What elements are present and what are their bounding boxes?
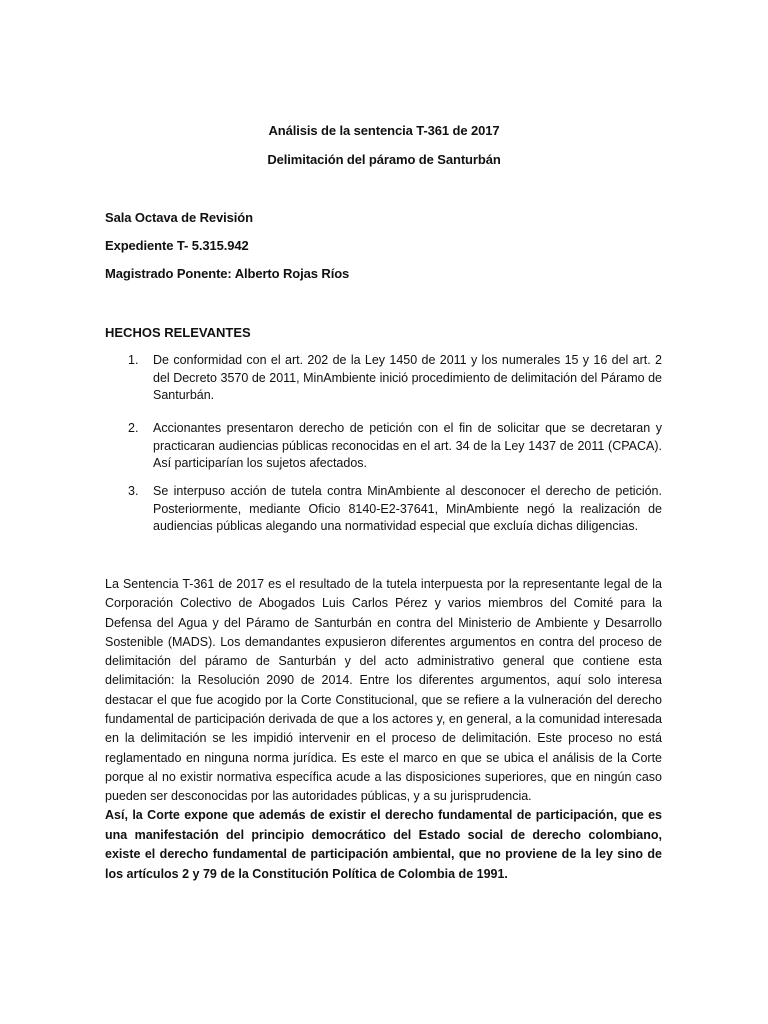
list-item-text: Accionantes presentaron derecho de petición con el fin de solicitar que se decretaran y practicaran audiencias públicas reconocidas en el art. 34 de la Ley 1437 de 2011 (CPACA). Así participarían los sujetos afectados.	[153, 421, 662, 470]
chamber-label: Sala Octava de Revisión	[105, 210, 253, 225]
list-item-text: Se interpuso acción de tutela contra MinAmbiente al desconocer el derecho de petición. Posteriormente, mediante Oficio 8140-E2-37641, MinAmbiente negó la realización de audiencias públicas alegando una normatividad especial que excluía dichas diligencias.	[153, 484, 662, 533]
list-item-number: 3.	[128, 484, 139, 498]
list-item-number: 2.	[128, 421, 139, 435]
bold-paragraph: Así, la Corte expone que además de existir el derecho fundamental de participación, que es una manifestación del principio democrático del Estado social de derecho colombiano, existe el derecho fundamental de participación ambiental, que no proviene de la ley sino de los artículos 2 y 79 de la Constitución Política de Colombia de 1991.	[105, 808, 662, 881]
section-heading: HECHOS RELEVANTES	[105, 325, 251, 340]
reporting-judge-label: Magistrado Ponente: Alberto Rojas Ríos	[105, 266, 350, 281]
document-title: Análisis de la sentencia T-361 de 2017	[268, 123, 500, 138]
body-paragraph: La Sentencia T-361 de 2017 es el resultado de la tutela interpuesta por la representante legal de la Corporación Colectivo de Abogados Luis Carlos Pérez y varios miembros del Comité para la Defensa del Agua y del Páramo de Santurbán en contra del Ministerio de Ambiente y Desarrollo Sostenible (MADS). Los demandantes expusieron diferentes argumentos en contra del proceso de delimitación del páramo de Santurbán y del acto administrativo general que contiene esta delimitación: la Resolución 2090 de 2014. Entre los diferentes argumentos, aquí solo interesa destacar el que fue acogido por la Corte Constitucional, que se refiere a la vulneración del derecho fundamental de participación derivada de que a los actores y, en general, a la comunidad interesada en la delimitación se les impidió intervenir en el proceso de delimitación. Este proceso no está reglamentado en ninguna norma jurídica. Es este el marco en que se ubica el análisis de la Corte porque al no existir normativa específica acude a las disposiciones superiores, que en ningún caso pueden ser desconocidas por las autoridades públicas, y a su jurisprudencia.	[105, 577, 662, 804]
list-item-text: De conformidad con el art. 202 de la Ley 1450 de 2011 y los numerales 15 y 16 del art. 2 del Decreto 3570 de 2011, MinAmbiente inició procedimiento de delimitación del Páramo de Santurbán.	[153, 353, 662, 402]
document-subtitle: Delimitación del páramo de Santurbán	[267, 152, 501, 167]
list-item-number: 1.	[128, 353, 139, 367]
case-file-label: Expediente T- 5.315.942	[105, 238, 249, 253]
